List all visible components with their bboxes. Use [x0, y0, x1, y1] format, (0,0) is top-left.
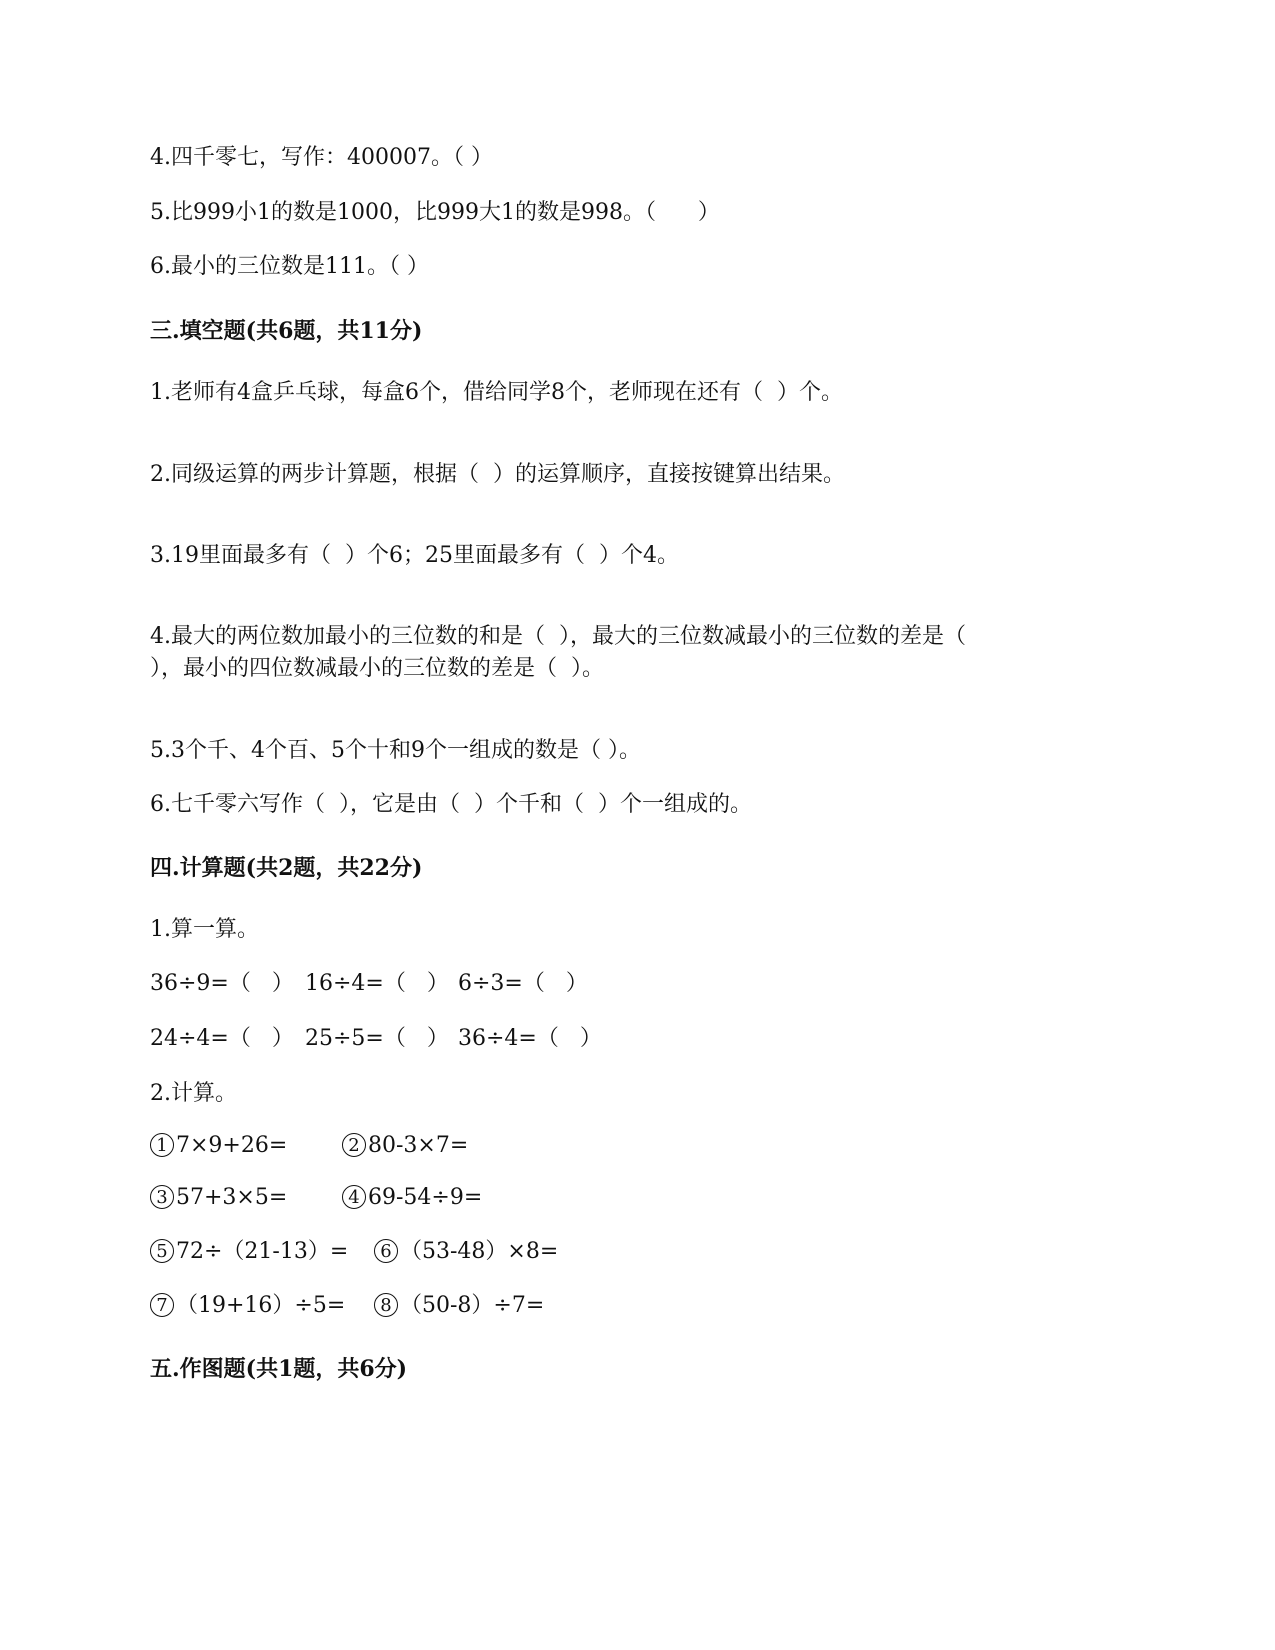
calc-q1-cell: 36÷9=（ ）	[150, 971, 294, 996]
calc-q2-item	[374, 1290, 544, 1322]
calc-q2-expr: （50-8）÷7=	[400, 1293, 545, 1318]
calc-q2-expr: 57+3×5=	[176, 1185, 288, 1210]
calc-q1-cell: 25÷5=（ ）	[305, 1026, 449, 1051]
circled-number: 7	[150, 1293, 174, 1317]
circled-number: 5	[150, 1239, 174, 1263]
fill-item-3: 3.19里面最多有（ ）个6；25里面最多有（ ）个4。	[150, 543, 679, 568]
circled-number: 6	[374, 1239, 398, 1263]
circled-number: 3	[150, 1185, 174, 1209]
calc-q2-item	[150, 1182, 287, 1214]
calc-q1-cell: 16÷4=（ ）	[305, 971, 449, 996]
circled-number: 4	[342, 1185, 366, 1209]
circled-number: 2	[342, 1133, 366, 1157]
judge-item-6: 6.最小的三位数是111。（ ）	[150, 254, 429, 279]
calc-q2-item	[374, 1236, 558, 1268]
section-title-drawing: 五.作图题(共1题，共6分)	[150, 1356, 408, 1382]
circled-number: 8	[374, 1293, 398, 1317]
calc-q2-label: 2.计算。	[150, 1081, 237, 1106]
fill-item-6: 6.七千零六写作（ ），它是由（ ）个千和（ ）个一组成的。	[150, 792, 752, 817]
section-title-fill-blank: 三.填空题(共6题，共11分)	[150, 318, 423, 344]
fill-item-2: 2.同级运算的两步计算题，根据（ ）的运算顺序，直接按键算出结果。	[150, 462, 845, 487]
calc-q2-item	[150, 1290, 345, 1322]
judge-item-4: 4.四千零七，写作：400007。（ ）	[150, 145, 493, 170]
fill-item-5: 5.3个千、4个百、5个十和9个一组成的数是（ ）。	[150, 738, 641, 763]
calc-q2-expr: （53-48）×8=	[400, 1239, 559, 1264]
fill-item-4-line1: 4.最大的两位数加最小的三位数的和是（ ），最大的三位数减最小的三位数的差是（	[150, 624, 966, 649]
calc-q2-item	[150, 1236, 348, 1268]
calc-q1-label: 1.算一算。	[150, 917, 259, 942]
section-title-calculation: 四.计算题(共2题，共22分)	[150, 855, 423, 881]
calc-q2-expr: 80-3×7=	[368, 1133, 469, 1158]
calc-q2-item	[342, 1182, 482, 1214]
fill-item-4-line2: ），最小的四位数减最小的三位数的差是（ ）。	[150, 656, 604, 681]
calc-q2-expr: 72÷（21-13）=	[176, 1239, 349, 1264]
calc-q2-expr: 69-54÷9=	[368, 1185, 483, 1210]
calc-q1-cell: 24÷4=（ ）	[150, 1026, 294, 1051]
judge-item-5: 5.比999小1的数是1000，比999大1的数是998。（ ）	[150, 200, 720, 225]
calc-q2-expr: 7×9+26=	[176, 1133, 288, 1158]
calc-q2-expr: （19+16）÷5=	[176, 1293, 346, 1318]
calc-q2-item	[342, 1130, 468, 1162]
circled-number: 1	[150, 1133, 174, 1157]
calc-q1-cell: 6÷3=（ ）	[458, 971, 588, 996]
calc-q2-item	[150, 1130, 287, 1162]
calc-q1-cell: 36÷4=（ ）	[458, 1026, 602, 1051]
fill-item-1: 1.老师有4盒乒乓球，每盒6个，借给同学8个，老师现在还有（ ）个。	[150, 380, 843, 405]
